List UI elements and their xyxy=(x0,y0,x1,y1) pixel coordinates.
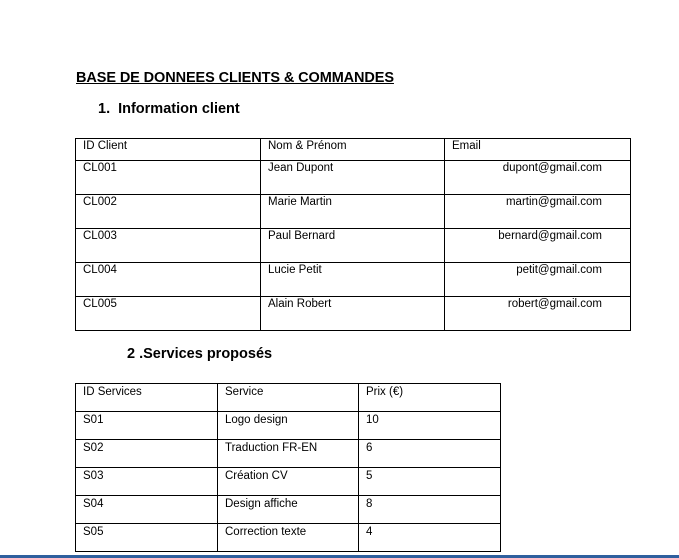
header-cell: Email xyxy=(445,139,631,161)
client-name-cell: Jean Dupont xyxy=(261,161,445,195)
service-price-cell: 6 xyxy=(359,440,501,468)
table-header-row xyxy=(76,384,501,412)
client-name-cell: Alain Robert xyxy=(261,297,445,331)
section-heading-services: 2 .Services proposés xyxy=(127,346,273,362)
header-cell: ID Services xyxy=(76,384,218,412)
table-row xyxy=(76,263,631,297)
service-price-cell: 5 xyxy=(359,468,501,496)
service-name-cell: Correction texte xyxy=(218,524,359,552)
header-cell: ID Client xyxy=(76,139,261,161)
service-id-cell: S01 xyxy=(76,412,218,440)
client-id-cell: CL001 xyxy=(76,161,261,195)
service-id-cell: S04 xyxy=(76,496,218,524)
services-table xyxy=(75,383,501,552)
table-row xyxy=(76,195,631,229)
table-row xyxy=(76,524,501,552)
table-row xyxy=(76,297,631,331)
service-id-cell: S03 xyxy=(76,468,218,496)
client-id-cell: CL002 xyxy=(76,195,261,229)
section-number: 1. xyxy=(98,101,111,117)
client-name-cell: Lucie Petit xyxy=(261,263,445,297)
table-row xyxy=(76,412,501,440)
header-cell: Prix (€) xyxy=(359,384,501,412)
section-title: Information client xyxy=(118,101,240,117)
clients-table xyxy=(75,138,631,331)
client-name-cell: Marie Martin xyxy=(261,195,445,229)
service-name-cell: Logo design xyxy=(218,412,359,440)
client-id-cell: CL003 xyxy=(76,229,261,263)
service-id-cell: S02 xyxy=(76,440,218,468)
client-name-cell: Paul Bernard xyxy=(261,229,445,263)
service-price-cell: 4 xyxy=(359,524,501,552)
table-row xyxy=(76,468,501,496)
service-name-cell: Création CV xyxy=(218,468,359,496)
section-heading-client-info xyxy=(98,101,240,117)
header-cell: Nom & Prénom xyxy=(261,139,445,161)
table-row xyxy=(76,229,631,263)
table-row xyxy=(76,440,501,468)
client-id-cell: CL005 xyxy=(76,297,261,331)
client-email-cell: robert@gmail.com xyxy=(445,297,631,331)
table-row xyxy=(76,496,501,524)
table-row xyxy=(76,161,631,195)
client-email-cell: bernard@gmail.com xyxy=(445,229,631,263)
service-name-cell: Design affiche xyxy=(218,496,359,524)
table-header-row xyxy=(76,139,631,161)
service-name-cell: Traduction FR-EN xyxy=(218,440,359,468)
header-cell: Service xyxy=(218,384,359,412)
client-id-cell: CL004 xyxy=(76,263,261,297)
client-email-cell: petit@gmail.com xyxy=(445,263,631,297)
service-price-cell: 8 xyxy=(359,496,501,524)
service-id-cell: S05 xyxy=(76,524,218,552)
service-price-cell: 10 xyxy=(359,412,501,440)
document-title: BASE DE DONNEES CLIENTS & COMMANDES xyxy=(76,70,394,86)
client-email-cell: dupont@gmail.com xyxy=(445,161,631,195)
client-email-cell: martin@gmail.com xyxy=(445,195,631,229)
